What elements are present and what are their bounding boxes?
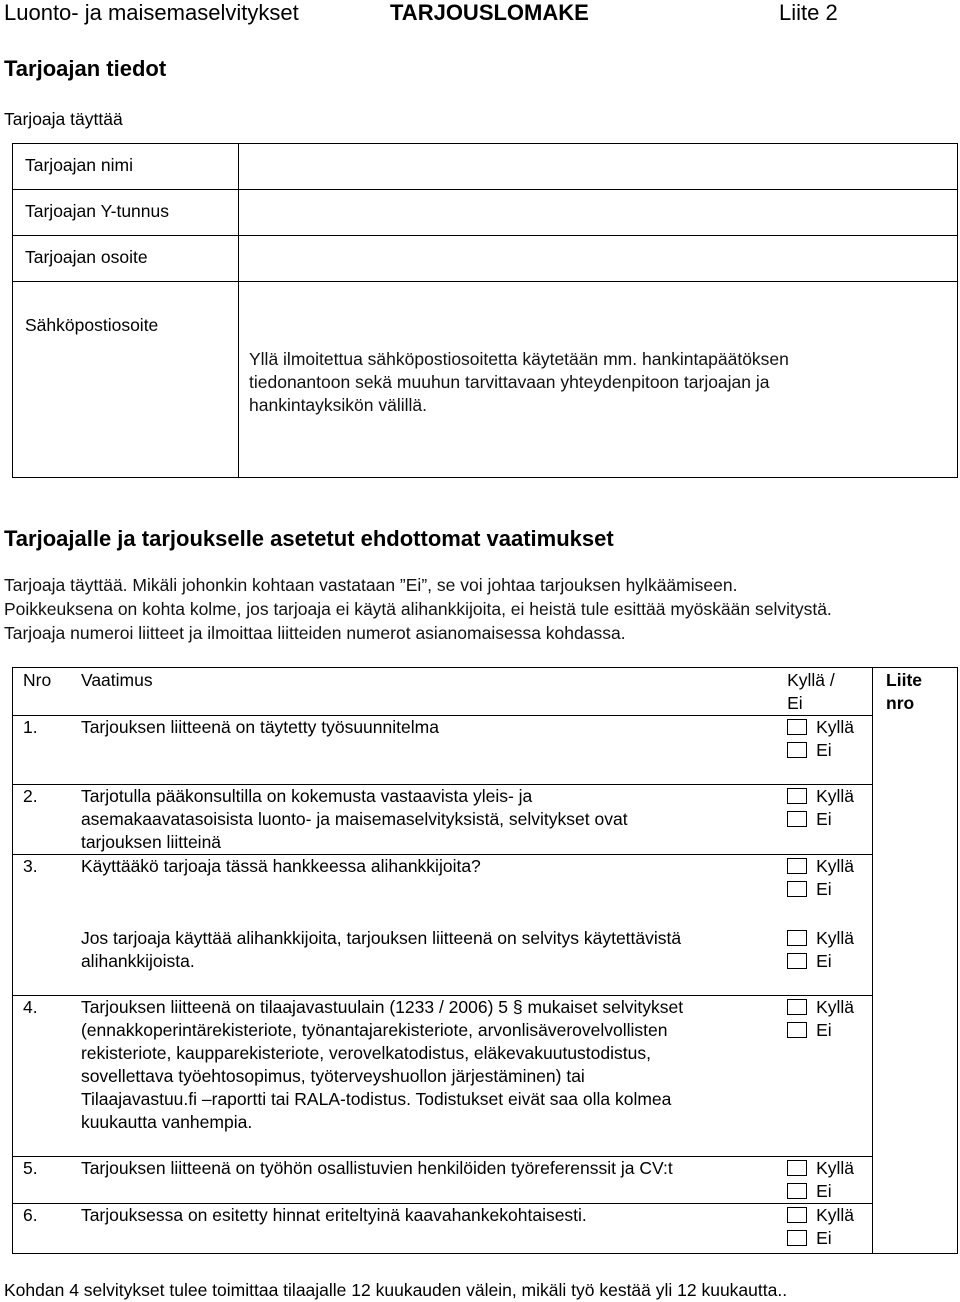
offerer-info-table bbox=[12, 143, 958, 478]
table-row: 5. Tarjouksen liitteenä on työhön osallistuvien henkilöiden työreferenssit ja CV:t Kyllä Ei bbox=[13, 1157, 958, 1204]
intro-line-1: Tarjoaja täyttää. Mikäli johonkin kohtaan vastataan ”Ei”, se voi johtaa tarjouksen hylkäämiseen. bbox=[4, 575, 738, 595]
col-header-nro: Nro bbox=[23, 670, 52, 690]
yes-checkbox-1[interactable] bbox=[787, 719, 807, 735]
attachment-label: Liite 2 bbox=[779, 0, 838, 25]
label-business-id: Tarjoajan Y-tunnus bbox=[25, 201, 169, 221]
label-address: Tarjoajan osoite bbox=[25, 247, 148, 267]
label-email: Sähköpostiosoite bbox=[25, 315, 159, 335]
no-checkbox-1[interactable] bbox=[787, 742, 807, 758]
field-email[interactable] bbox=[239, 282, 958, 478]
table-row: 2. Tarjotulla pääkonsultilla on kokemusta vastaavista yleis- ja asemakaavatasoisista luonto- ja maisemaselvityksistä, selvitykset ovat tarjouksen liitteinä Kyllä Ei bbox=[13, 785, 958, 855]
field-address[interactable] bbox=[239, 236, 958, 282]
no-checkbox-3b[interactable] bbox=[787, 953, 807, 969]
requirements-table bbox=[12, 667, 958, 1254]
no-checkbox-4[interactable] bbox=[787, 1022, 807, 1038]
intro-line-3: Tarjoaja numeroi liitteet ja ilmoittaa liitteiden numerot asianomaisessa kohdassa. bbox=[4, 623, 626, 643]
email-note-3: hankintayksikön välillä. bbox=[249, 395, 428, 415]
email-note-1: Yllä ilmoitettua sähköpostiosoitetta käytetään mm. hankintapäätöksen bbox=[249, 349, 789, 369]
field-business-id[interactable] bbox=[239, 190, 958, 236]
intro-line-2: Poikkeuksena on kohta kolme, jos tarjoaja ei käytä alihankkijoita, ei heistä tule esittää myöskään selvitystä. bbox=[4, 599, 832, 619]
no-checkbox-6[interactable] bbox=[787, 1230, 807, 1246]
yes-checkbox-4[interactable] bbox=[787, 999, 807, 1015]
field-name[interactable] bbox=[239, 144, 958, 190]
email-value[interactable] bbox=[239, 282, 957, 348]
yes-checkbox-2[interactable] bbox=[787, 788, 807, 804]
table-row: 4. Tarjouksen liitteenä on tilaajavastuulain (1233 / 2006) 5 § mukaiset selvitykset (ennakkoperintärekisteriote, työnantajarekisteriote, arvonlisäverovelvollisten rekisteriote, kaupparekisteriote, verovelkatodistus, eläkevakuutustodistus, sovellettava työehtosopimus, työterveyshuollon järjestäminen) tai Tilaajavastuu.fi –raportti tai RALA-todistus. Todistukset eivät saa olla kolmea kuukautta vanhempia. Kyllä Ei bbox=[13, 996, 958, 1157]
table-row: Jos tarjoaja käyttää alihankkijoita, tarjouksen liitteenä on selvitys käytettävistä alihankkijoista. Kyllä Ei bbox=[13, 927, 958, 996]
footer-note: Kohdan 4 selvitykset tulee toimittaa tilaajalle 12 kuukauden välein, mikäli työ kestää yli 12 kuukautta.. bbox=[4, 1280, 788, 1300]
no-checkbox-3[interactable] bbox=[787, 881, 807, 897]
table-row: 3. Käyttääkö tarjoaja tässä hankkeessa alihankkijoita? Kyllä Ei bbox=[13, 855, 958, 927]
label-name: Tarjoajan nimi bbox=[25, 155, 133, 175]
email-note-2: tiedonantoon sekä muuhun tarvittavaan yhteydenpitoon tarjoajan ja bbox=[249, 372, 770, 392]
col-header-attachment-nro: Liite nro bbox=[886, 670, 923, 713]
yes-checkbox-6[interactable] bbox=[787, 1207, 807, 1223]
yes-checkbox-3b[interactable] bbox=[787, 930, 807, 946]
no-checkbox-2[interactable] bbox=[787, 811, 807, 827]
col-header-yes-no: Kyllä / Ei bbox=[787, 670, 835, 713]
col-header-requirement: Vaatimus bbox=[80, 670, 153, 690]
form-title: TARJOUSLOMAKE bbox=[390, 0, 589, 25]
yes-checkbox-5[interactable] bbox=[787, 1160, 807, 1176]
yes-checkbox-3[interactable] bbox=[787, 858, 807, 874]
table-row: 6. Tarjouksessa on esitetty hinnat eriteltyinä kaavahankekohtaisesti. Kyllä Ei bbox=[13, 1204, 958, 1254]
section-instruction: Tarjoaja täyttää bbox=[4, 109, 123, 129]
section-title-offerer: Tarjoajan tiedot bbox=[4, 56, 167, 81]
header-left: Luonto- ja maisemaselvitykset bbox=[4, 0, 299, 25]
table-row: 1. Tarjouksen liitteenä on täytetty työsuunnitelma Kyllä Ei bbox=[13, 716, 958, 785]
no-checkbox-5[interactable] bbox=[787, 1183, 807, 1199]
section-title-requirements: Tarjoajalle ja tarjoukselle asetetut ehdottomat vaatimukset bbox=[4, 526, 614, 551]
